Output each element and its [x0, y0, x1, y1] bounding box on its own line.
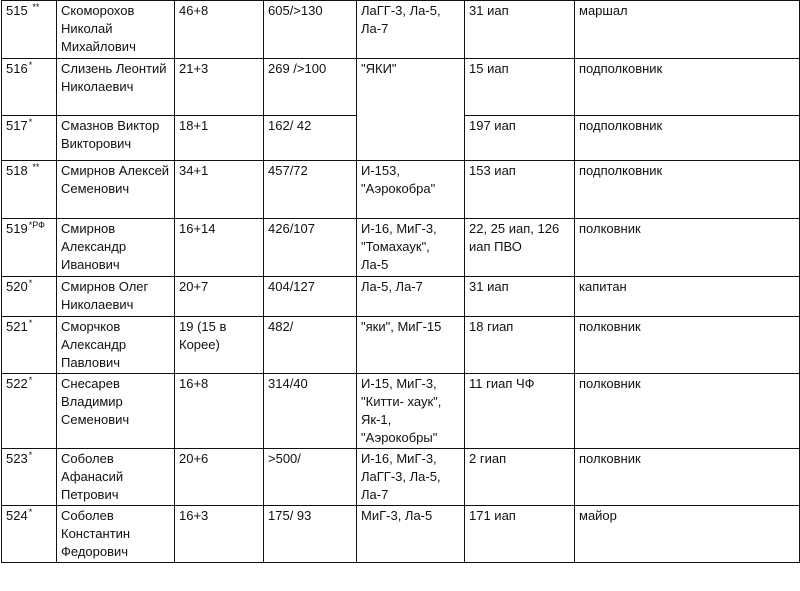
rank: маршал — [575, 1, 800, 59]
sorties-battles: 605/>130 — [264, 1, 357, 59]
unit: 31 иап — [465, 277, 575, 317]
aircraft-types: Ла-5, Ла-7 — [357, 277, 465, 317]
row-number: 520* — [2, 277, 57, 317]
rank: полковник — [575, 317, 800, 374]
aircraft-types: И-153, "Аэрокобра" — [357, 161, 465, 219]
unit: 197 иап — [465, 116, 575, 161]
sorties-battles: 162/ 42 — [264, 116, 357, 161]
victories: 34+1 — [175, 161, 264, 219]
victories: 46+8 — [175, 1, 264, 59]
pilot-name: Скоморохов Николай Михайлович — [57, 1, 175, 59]
sorties-battles: 269 />100 — [264, 59, 357, 116]
sorties-battles: 314/40 — [264, 374, 357, 449]
aircraft-types: "яки", МиГ-15 — [357, 317, 465, 374]
pilot-name: Соболев Константин Федорович — [57, 506, 175, 563]
sorties-battles: 426/107 — [264, 219, 357, 277]
sorties-battles: 175/ 93 — [264, 506, 357, 563]
sorties-battles: 457/72 — [264, 161, 357, 219]
row-number: 515 ** — [2, 1, 57, 59]
pilot-name: Смирнов Алексей Семенович — [57, 161, 175, 219]
table-row — [2, 506, 800, 563]
row-number: $519^{*РФ}$ — [2, 219, 57, 277]
pilot-name: Смирнов Олег Николаевич — [57, 277, 175, 317]
aircraft-types: ЛаГГ-3, Ла-5, Ла-7 — [357, 1, 465, 59]
unit: 171 иап — [465, 506, 575, 563]
pilot-name: Сморчков Александр Павлович — [57, 317, 175, 374]
sorties-battles: 404/127 — [264, 277, 357, 317]
pilot-name: Снесарев Владимир Семенович — [57, 374, 175, 449]
victories: 16+8 — [175, 374, 264, 449]
sorties-battles: 482/ — [264, 317, 357, 374]
aircraft-types: И-16, МиГ-3, "Томахаук", Ла-5 — [357, 219, 465, 277]
heroes-table — [1, 0, 800, 563]
row-number: 517* — [2, 116, 57, 161]
unit: 22, 25 иап, 126 иап ПВО — [465, 219, 575, 277]
table-row — [2, 449, 800, 506]
rank: майор — [575, 506, 800, 563]
table-row — [2, 161, 800, 219]
rank: полковник — [575, 449, 800, 506]
victories: 16+14 — [175, 219, 264, 277]
victories: 20+6 — [175, 449, 264, 506]
row-number: 524* — [2, 506, 57, 563]
rank: полковник — [575, 219, 800, 277]
sorties-battles: >500/ — [264, 449, 357, 506]
table-row — [2, 219, 800, 277]
unit: 15 иап — [465, 59, 575, 116]
row-number: 518 ** — [2, 161, 57, 219]
victories: 20+7 — [175, 277, 264, 317]
unit: 2 гиап — [465, 449, 575, 506]
pilot-name: Соболев Афанасий Петрович — [57, 449, 175, 506]
row-number: 522* — [2, 374, 57, 449]
victories: 18+1 — [175, 116, 264, 161]
table-row — [2, 1, 800, 59]
unit: 18 гиап — [465, 317, 575, 374]
aircraft-types: "ЯКИ" — [357, 59, 465, 161]
table-row — [2, 277, 800, 317]
row-number: 516* — [2, 59, 57, 116]
pilot-name: Слизень Леонтий Николаевич — [57, 59, 175, 116]
pilot-name: Смазнов Виктор Викторович — [57, 116, 175, 161]
table-row — [2, 374, 800, 449]
unit: 11 гиап ЧФ — [465, 374, 575, 449]
aircraft-types: МиГ-3, Ла-5 — [357, 506, 465, 563]
victories: 16+3 — [175, 506, 264, 563]
rank: подполковник — [575, 116, 800, 161]
victories: 19 (15 в Корее) — [175, 317, 264, 374]
table-row — [2, 59, 800, 116]
row-number: 523* — [2, 449, 57, 506]
pilot-name: Смирнов Александр Иванович — [57, 219, 175, 277]
unit: 153 иап — [465, 161, 575, 219]
table-row — [2, 317, 800, 374]
rank: полковник — [575, 374, 800, 449]
aircraft-types: И-16, МиГ-3, ЛаГГ-3, Ла-5, Ла-7 — [357, 449, 465, 506]
rank: подполковник — [575, 59, 800, 116]
rank: капитан — [575, 277, 800, 317]
aircraft-types: И-15, МиГ-3, "Китти- хаук", Як-1, "Аэрокобры" — [357, 374, 465, 449]
victories: 21+3 — [175, 59, 264, 116]
unit: 31 иап — [465, 1, 575, 59]
rank: подполковник — [575, 161, 800, 219]
row-number: 521* — [2, 317, 57, 374]
